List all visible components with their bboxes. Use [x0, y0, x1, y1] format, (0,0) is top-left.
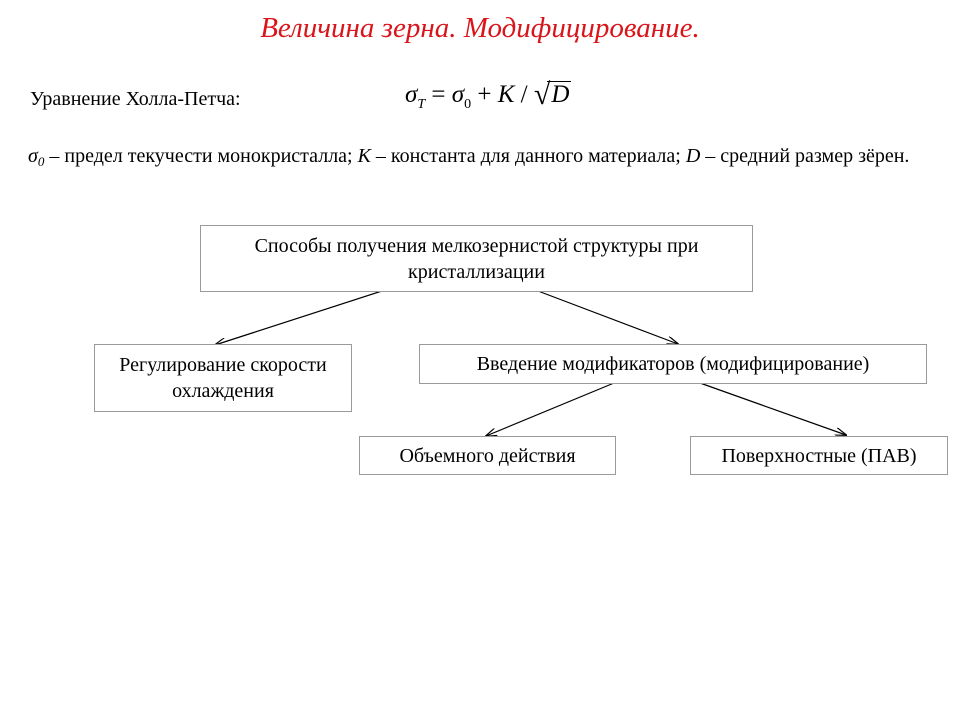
equation-label: Уравнение Холла-Петча: [30, 88, 241, 110]
formula-constant: K [497, 81, 515, 108]
modifiers-box: Введение модификаторов (модифицирование) [419, 344, 927, 384]
formula-plus: + [477, 81, 492, 108]
formula-lhs-sub: T [417, 97, 426, 112]
desc-part1: – предел текучести монокристалла; [44, 145, 358, 167]
desc-part2: – константа для данного материала; [370, 145, 686, 167]
arrow-modifiers-to-volume [486, 383, 614, 436]
formula-rhs-symbol: σ [451, 81, 465, 108]
desc-k-symbol: К [357, 145, 371, 167]
desc-part3: – средний размер зёрен. [700, 145, 910, 167]
surface-active-box: Поверхностные (ПАВ) [690, 436, 948, 475]
desc-d-symbol: D [685, 145, 701, 167]
formula-radicand: D [547, 81, 571, 108]
formula-lhs-symbol: σ [405, 81, 418, 108]
arrow-root-to-modifiers [538, 291, 678, 344]
slide-title: Величина зерна. Модифицирование. [260, 12, 700, 44]
formula-radical: √ [533, 78, 551, 111]
arrow-root-to-cooling [215, 291, 382, 345]
arrow-modifiers-to-surface [700, 383, 846, 435]
volume-action-box: Объемного действия [359, 436, 616, 475]
root-box: Способы получения мелкозернистой структуры при кристаллизации [200, 225, 753, 292]
formula-equals: = [431, 81, 446, 108]
desc-sigma-sub: 0 [37, 154, 45, 169]
desc-sigma: σ [28, 145, 38, 167]
cooling-box: Регулирование скорости охлаждения [94, 344, 352, 412]
formula-rhs-sub: 0 [464, 97, 472, 112]
formula-slash: / [520, 81, 528, 108]
